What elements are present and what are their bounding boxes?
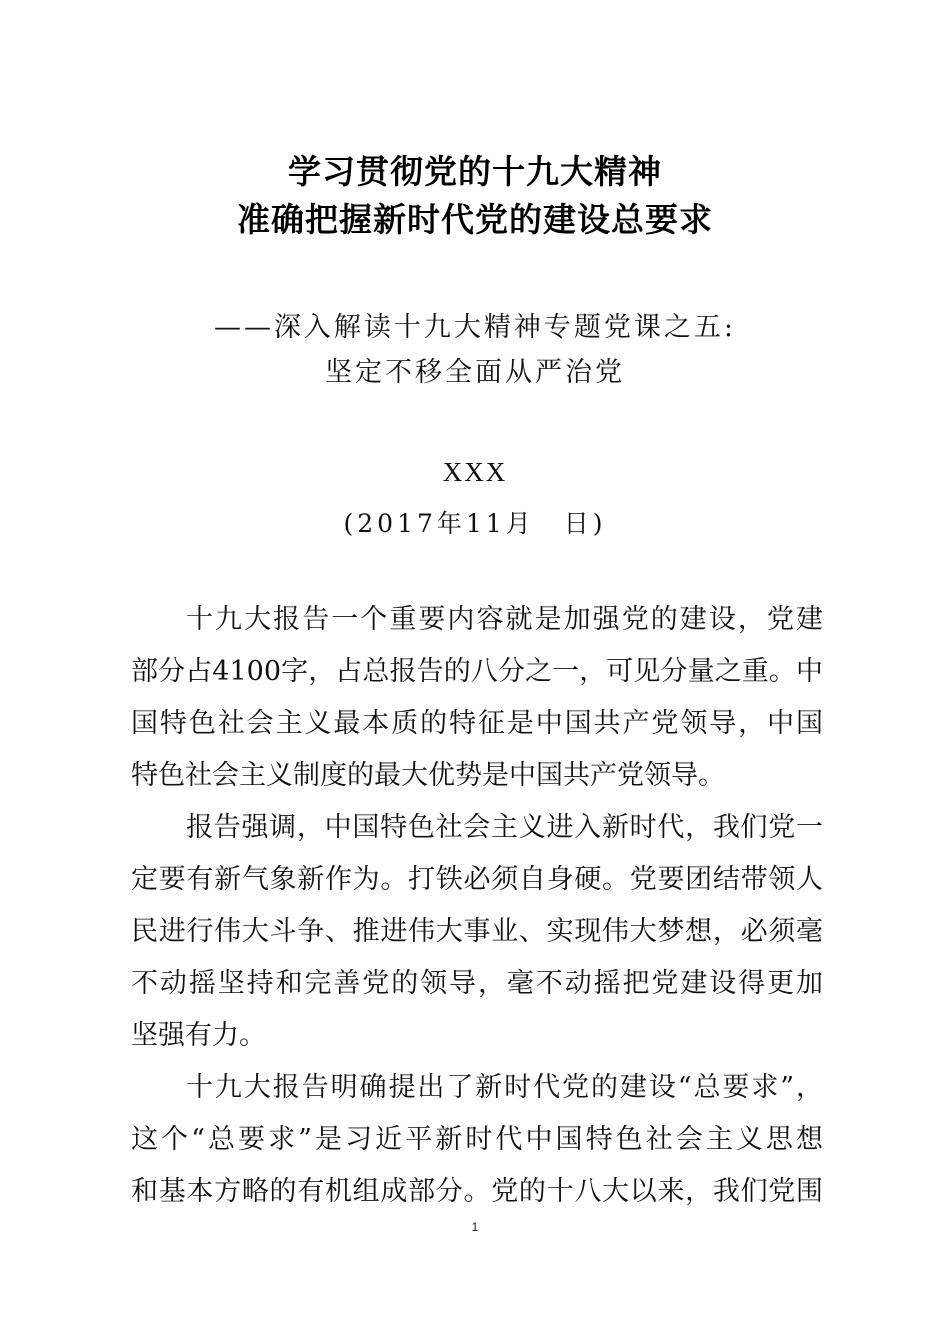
paragraph-2-line-2: 定要有新气象新作为。打铁必须自身硬。党要团结带领人 (131, 864, 823, 895)
paragraph-2-line-4: 不动摇坚持和完善党的领导，毫不动摇把党建设得更加 (131, 968, 823, 999)
paragraph-2-line-5: 坚强有力。 (131, 1020, 266, 1051)
document-title-line-2: 准确把握新时代党的建设总要求 (237, 200, 713, 239)
paragraph-1-line-4: 特色社会主义制度的最大优势是中国共产党领导。 (131, 760, 725, 791)
paragraph-1-line-1: 十九大报告一个重要内容就是加强党的建设，党建 (186, 604, 823, 635)
page-number: 1 (471, 1220, 479, 1234)
paragraph-3-line-1: 十九大报告明确提出了新时代党的建设“总要求”， (186, 1072, 823, 1103)
document-date: (2017年11月 日) (343, 509, 607, 538)
author-name: XXX (442, 457, 508, 487)
paragraph-3-line-3: 和基本方略的有机组成部分。党的十八大以来，我们党围 (131, 1176, 823, 1207)
document-subtitle-line-1: ——深入解读十九大精神专题党课之五: (213, 312, 737, 343)
document-title-line-1: 学习贯彻党的十九大精神 (288, 152, 662, 191)
paragraph-2-line-3: 民进行伟大斗争、推进伟大事业、实现伟大梦想，必须毫 (131, 916, 823, 947)
document-subtitle-line-2: 坚定不移全面从严治党 (325, 357, 625, 388)
paragraph-3-line-2: 这个“总要求”是习近平新时代中国特色社会主义思想 (131, 1124, 823, 1155)
paragraph-1-line-3: 国特色社会主义最本质的特征是中国共产党领导，中国 (131, 708, 823, 739)
paragraph-1-line-2: 部分占4100字，占总报告的八分之一，可见分量之重。中 (131, 656, 823, 687)
paragraph-2-line-1: 报告强调，中国特色社会主义进入新时代，我们党一 (186, 812, 823, 843)
